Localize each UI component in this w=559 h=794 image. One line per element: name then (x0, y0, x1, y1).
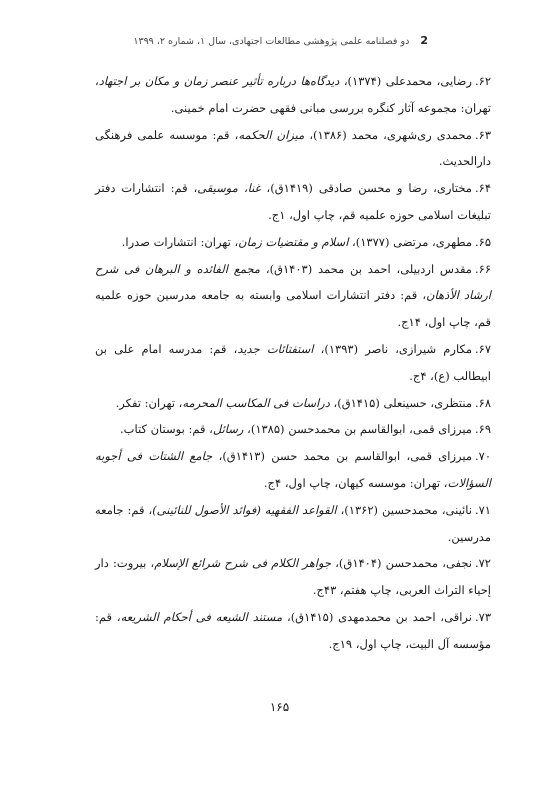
reference-title: غنا، موسیقی (197, 181, 261, 196)
reference-title: اسلام و مقتضیات زمان (238, 234, 349, 249)
reference-title: جامع الشتات فی أجوبه السؤالات (95, 449, 491, 490)
reference-author: میرزای قمی، ابوالقاسم بن محمد حسن (۱۴۱۳ق)، (212, 449, 472, 464)
reference-title: مستند الشیعه فی أحکام الشریعه (120, 609, 283, 624)
reference-item (95, 68, 491, 122)
reference-publisher: ، قم: جامعه مدرسین. (95, 502, 491, 544)
reference-author: نراقی، احمد بن محمدمهدی (۱۴۱۵ق)، (282, 609, 472, 624)
reference-publisher: ، قم: موسسه علمی فرهنگی دارالحدیث. (95, 127, 491, 169)
reference-number: ۶۷. (474, 341, 491, 356)
reference-item (95, 256, 491, 336)
reference-item (95, 229, 491, 256)
reference-item (95, 550, 491, 604)
reference-publisher: ، قم: دفتر انتشارات اسلامی وابسته به جامعه مدرسین حوزه علمیه قم، چاپ اول، ۱۴ج. (95, 288, 491, 330)
reference-number: ۶۲. (474, 74, 491, 88)
reference-item (95, 497, 491, 551)
reference-item (95, 416, 491, 443)
reference-number: ۶۹. (474, 422, 491, 437)
reference-item (95, 604, 491, 658)
page-number: ۱۶۵ (269, 700, 290, 714)
reference-author: مکارم شیرازی، ناصر (۱۳۹۳)، (313, 341, 472, 356)
reference-title: دیدگاه‌ها درباره تأثیر عنصر زمان و مکان بر اجتهاد (98, 74, 340, 88)
reference-title: رسائل (212, 422, 244, 437)
reference-number: ۷۱. (474, 502, 491, 517)
reference-publisher: ، تهران: انتشارات صدرا. (121, 234, 239, 249)
header-page-number: 2 (420, 34, 428, 47)
reference-item (95, 122, 491, 176)
reference-author: رضایی، محمدعلی (۱۳۷۴)، (339, 74, 472, 88)
reference-title: دراسات فی المکاسب المحرمه (182, 395, 330, 410)
reference-item (95, 336, 491, 390)
reference-title: استفتائات جدید (237, 341, 314, 356)
running-header (98, 34, 428, 50)
reference-author: مختاری، رضا و محسن صادقی (۱۴۱۹ق)، (260, 181, 472, 196)
reference-number: ۶۳. (474, 127, 491, 142)
reference-title: جواهر الکلام فی شرح شرائع الإسلام (154, 556, 332, 571)
reference-number: ۶۸. (474, 395, 491, 410)
reference-number: ۶۵. (474, 234, 491, 249)
reference-publisher: ، تهران: موسسه کیهان، چاپ اول، ۴ج. (263, 475, 448, 490)
reference-author: مطهری، مرتضی (۱۳۷۷)، (348, 234, 472, 249)
reference-number: ۷۲. (474, 556, 491, 571)
reference-number: ۷۰. (474, 449, 491, 464)
reference-title: میزان الحکمه (238, 127, 305, 142)
reference-publisher: ، قم: بوستان کتاب. (120, 422, 213, 437)
reference-author: منتظری، حسینعلی (۱۴۱۵ق)، (329, 395, 472, 410)
reference-publisher: ، بیروت: دار إحیاء التراث العربی، چاپ هفتم، ۴۳ج. (95, 556, 491, 598)
reference-number: ۶۴. (474, 181, 491, 196)
reference-publisher: ، قم: مؤسسه آل البیت، چاپ اول، ۱۹ج. (95, 609, 491, 651)
reference-item (95, 175, 491, 229)
reference-author: میرزای قمی، ابوالقاسم بن محمدحسن (۱۳۸۵)، (243, 422, 472, 437)
reference-item (95, 443, 491, 497)
reference-author: نجفی، محمدحسن (۱۴۰۴ق)، (331, 556, 472, 571)
journal-title: دو فصلنامه علمی پژوهشی مطالعات اجتهادی، سال ۱، شماره ۲، ۱۳۹۹ (133, 36, 410, 47)
reference-item (95, 390, 491, 417)
reference-author: محمدی ری‌شهری، محمد (۱۳۸۶)، (304, 127, 472, 142)
reference-publisher: ، قم: مدرسه امام علی بن ابیطالب (ع)، ۴ج. (95, 341, 491, 383)
reference-author: مقدس اردبیلی، احمد بن محمد (۱۴۰۳ق)، (260, 261, 472, 276)
reference-publisher: ، تهران: تفکر. (115, 395, 183, 410)
reference-publisher: ، قم: انتشارات دفتر تبلیغات اسلامی حوزه علمیه قم، چاپ اول، ۱ج. (95, 181, 491, 222)
reference-author: نائینی، محمدحسین (۱۳۶۲)، (336, 502, 472, 517)
references-list (95, 68, 491, 658)
reference-title: القواعد الفقهیه (فوائد الأصول للنائینی) (152, 502, 337, 517)
reference-number: ۷۳. (474, 609, 491, 624)
reference-number: ۶۶. (474, 261, 491, 276)
reference-title: مجمع الفائده و البرهان فی شرح ارشاد الأذهان (95, 261, 491, 303)
reference-publisher: ، تهران: مجموعه آثار کنگره بررسی مبانی فقهی حضرت امام خمینی. (95, 74, 491, 115)
